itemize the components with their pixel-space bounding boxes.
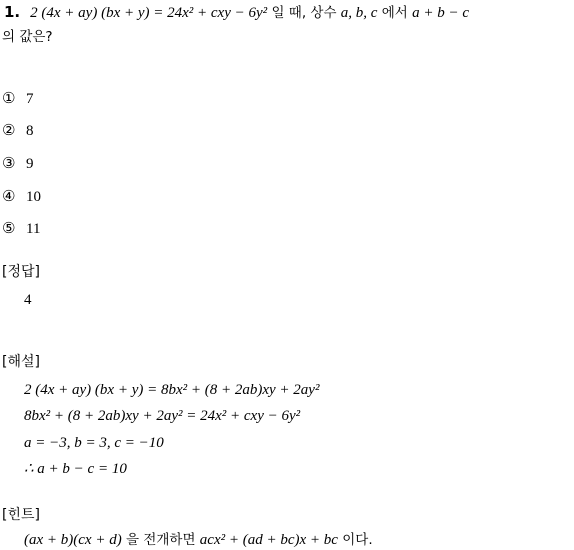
choice-5-value: 11 — [26, 221, 41, 237]
question-target-expression: a + b − c — [412, 5, 470, 21]
choice-3-value: 9 — [26, 156, 34, 172]
question-equation: 2 (4x + ay) (bx + y) = 24x² + cxy − 6y² — [30, 5, 268, 21]
choice-1[interactable] — [2, 88, 34, 109]
choice-2-value: 8 — [26, 123, 34, 139]
question-constants: a, b, c — [340, 5, 378, 21]
question-line-2 — [2, 26, 53, 47]
question-line-1 — [4, 2, 469, 23]
answer-value: 4 — [24, 292, 32, 308]
hint-label: [힌트] — [2, 507, 40, 523]
choice-3[interactable] — [2, 153, 34, 174]
hint-expression-right: acx² + (ad + bc)x + bc — [199, 532, 338, 548]
question-text-after-equation: 일 때, 상수 — [267, 5, 341, 21]
choice-4[interactable] — [2, 186, 41, 207]
choice-5-marker: ⑤ — [2, 219, 16, 237]
choice-5[interactable] — [2, 218, 40, 239]
hint-expression-left: (ax + b)(cx + d) — [24, 532, 122, 548]
choice-1-marker: ① — [2, 89, 16, 107]
choice-2[interactable] — [2, 120, 34, 141]
hint-text-middle: 을 전개하면 — [121, 532, 200, 548]
choice-4-value: 10 — [26, 189, 41, 205]
choice-1-value: 7 — [26, 91, 34, 107]
solution-line-1-text: 2 (4x + ay) (bx + y) = 8bx² + (8 + 2ab)xy + 2ay² — [24, 382, 320, 398]
choice-4-marker: ④ — [2, 187, 16, 205]
choice-2-marker: ② — [2, 121, 16, 139]
question-number: 1. — [4, 3, 21, 21]
hint-text-end: 이다. — [337, 532, 373, 548]
choice-3-marker: ③ — [2, 154, 16, 172]
solution-line-4-text: ∴ a + b − c = 10 — [24, 461, 127, 477]
hint-line — [24, 530, 373, 550]
solution-label: [해설] — [2, 354, 40, 370]
solution-line-4 — [24, 459, 127, 479]
question-text-line-2: 의 값은? — [2, 29, 53, 45]
question-text-after-constants: 에서 — [377, 5, 413, 21]
solution-line-2 — [24, 406, 300, 426]
solution-line-1 — [24, 380, 319, 400]
solution-line-3 — [24, 433, 164, 453]
answer-label: [정답] — [2, 264, 40, 280]
solution-line-2-text: 8bx² + (8 + 2ab)xy + 2ay² = 24x² + cxy − 6y² — [24, 408, 301, 424]
solution-line-3-text: a = −3, b = 3, c = −10 — [24, 435, 164, 451]
